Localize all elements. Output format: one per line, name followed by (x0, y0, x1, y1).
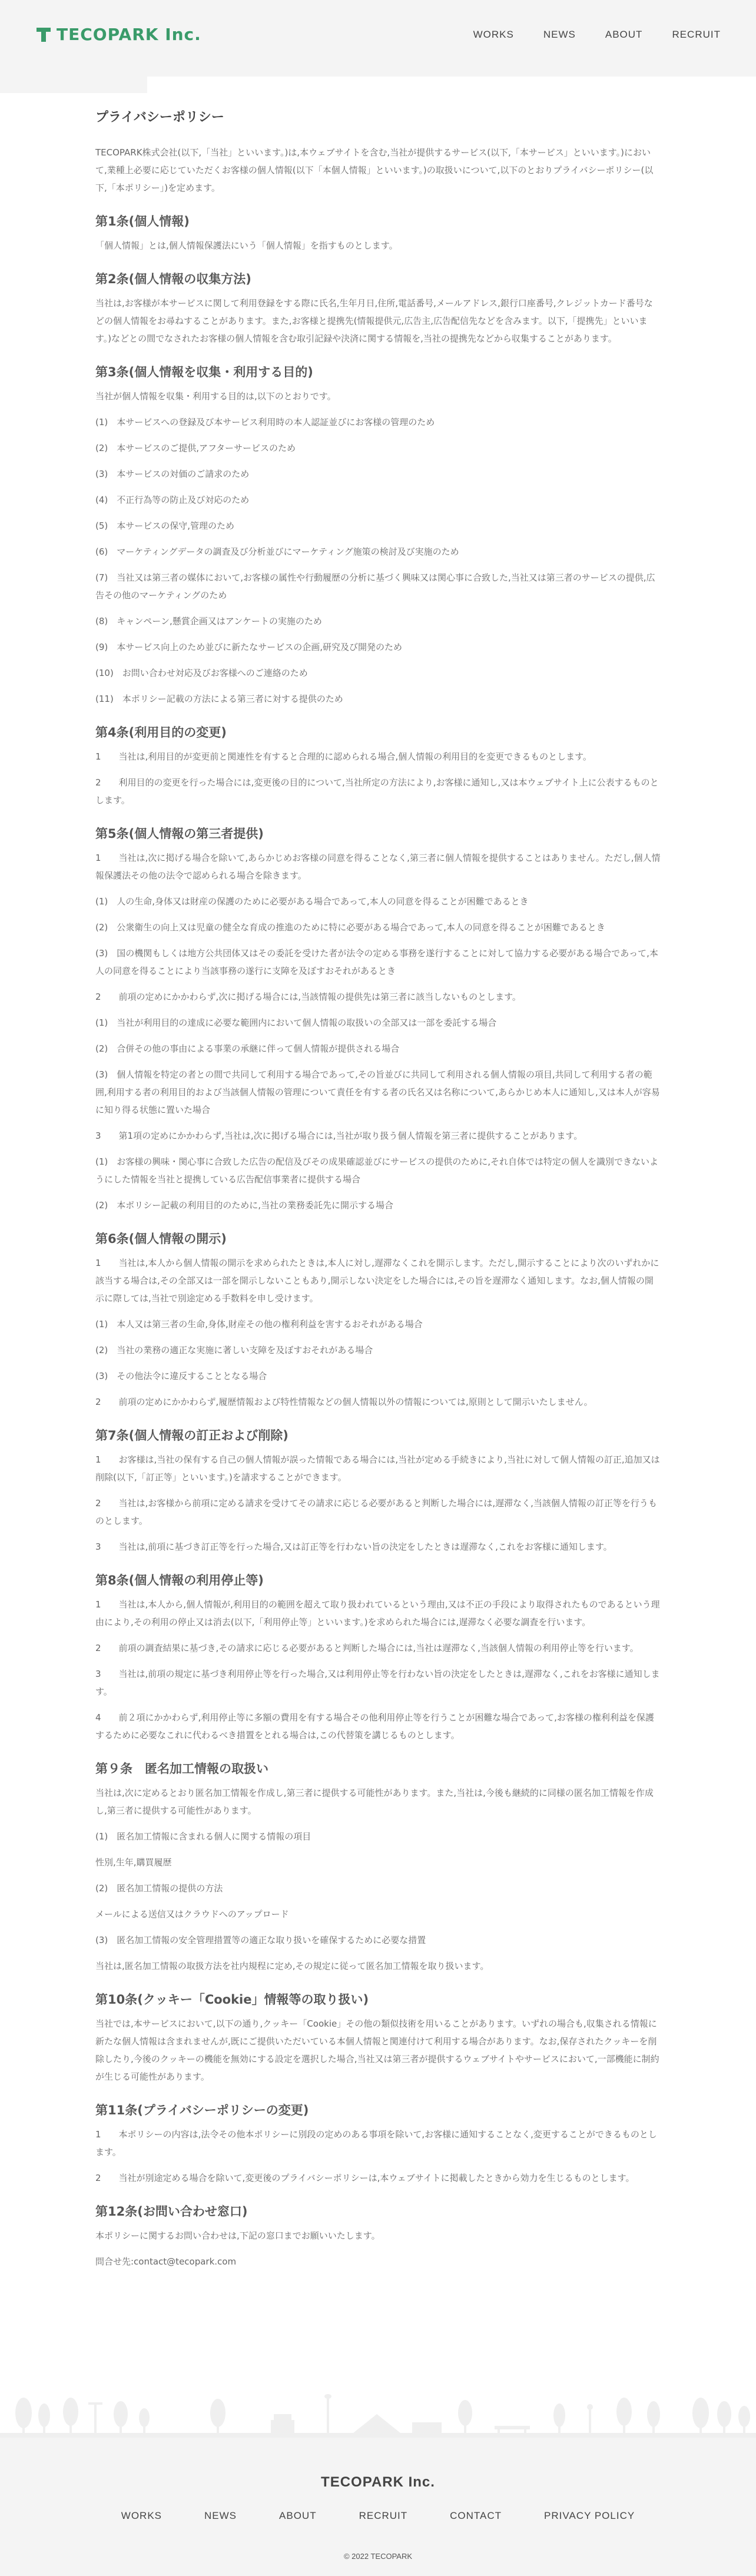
article-item: 当社が個人情報を収集・利用する目的は,以下のとおりです。 (95, 391, 336, 402)
article-item: 1 当社は,利用目的が変更前と関連性を有すると合理的に認められる場合,個人情報の利用目的を変更できるものとします。 (95, 751, 592, 762)
article-item: (1) お客様の興味・関心事に合致した広告の配信及びその成果確認並びにサービスの提供のために,それ自体では特定の個人を識別できないようにした情報を当社と提携している広告配信事業者に提供する場合 (95, 1156, 659, 1185)
article-title: 第4条(利用目的の変更) (95, 725, 227, 740)
article-item: 2 当社が別途定める場合を除いて,変更後のプライバシーポリシーは,本ウェブサイトに掲載したときから効力を生じるものとします。 (95, 2173, 635, 2183)
page-title: プライバシーポリシー (95, 110, 224, 125)
nav-about[interactable]: ABOUT (605, 29, 643, 40)
intro-paragraph: TECOPARK株式会社(以下,「当社」といいます。)は,本ウェブサイトを含む,当社が提供するサービス(以下,「本サービス」といいます。)において,業種上必要に応じていただくお客様の個人情報(以下「本個人情報」といいます。)の取扱いについて,以下のとおりプライバシーポリシー(以下,「本ポリシー」)を定めます。 (95, 147, 654, 193)
article-title: 第1条(個人情報) (95, 214, 190, 228)
article-item: 1 お客様は,当社の保有する自己の個人情報が誤った情報である場合には,当社が定める手続きにより,当社に対して個人情報の訂正,追加又は削除(以下,「訂正等」といいます。)を請求することができます。 (95, 1454, 660, 1483)
article-item: 1 当社は,次に掲げる場合を除いて,あらかじめお客様の同意を得ることなく,第三者に個人情報を提供することはありません。ただし,個人情報保護法その他の法令で認められる場合を除きます。 (95, 853, 661, 881)
article-item: 「個人情報」とは,個人情報保護法にいう「個人情報」を指すものとします。 (95, 240, 398, 251)
footer-nav-privacy-policy[interactable]: PRIVACY POLICY (544, 2510, 635, 2521)
article-title: 第8条(個人情報の利用停止等) (95, 1573, 264, 1587)
article-item: 2 前項の調査結果に基づき,その請求に応じる必要があると判断した場合には,当社は遅滞なく,当該個人情報の利用停止等を行います。 (95, 1643, 639, 1653)
article-item: (1) 匿名加工情報に含まれる個人に関する情報の項目 (95, 1831, 311, 1842)
article-item: 3 当社は,前項に基づき訂正等を行った場合,又は訂正等を行わない旨の決定をしたときは遅滞なく,これをお客様に通知します。 (95, 1541, 612, 1552)
articles-list (95, 211, 661, 2270)
article-title: 第7条(個人情報の訂正および削除) (95, 1428, 289, 1443)
article-item: (2) 公衆衛生の向上又は児童の健全な育成の推進のために特に必要がある場合であって,本人の同意を得ることが困難であるとき (95, 922, 605, 933)
article-title: 第2条(個人情報の収集方法) (95, 272, 251, 286)
article-item: 4 前２項にかかわらず,利用停止等に多額の費用を有する場合その他利用停止等を行うことが困難な場合であって,お客様の権利利益を保護するために必要なこれに代わるべき措置をとれる場合は,この代替策を講じるものとします。 (95, 1712, 654, 1740)
article-item: (1) 当社が利用目的の達成に必要な範囲内において個人情報の取扱いの全部又は一部を委託する場合 (95, 1017, 497, 1028)
site-logo[interactable] (37, 24, 201, 45)
footer-logo[interactable]: TECOPARK Inc. (321, 2474, 435, 2490)
article-item: (4) 不正行為等の防止及び対応のため (95, 495, 250, 505)
article-item: 当社では,本サービスにおいて,以下の通り,クッキー「Cookie」その他の類似技術を用いることがあります。いずれの場合も,収集される情報に新たな個人情報は含まれませんが,既にご提供いただいている本個人情報と関連付けて利用する場合があります。なお,保存されたクッキーを削除したり,今後のクッキーの機能を無効にする設定を選択した場合,当社又は第三者が提供するウェブサイトやサービスにおいて,一部機能に制約が生じる可能性があります。 (95, 2018, 659, 2082)
header-nav (473, 26, 721, 44)
article-item: 1 本ポリシーの内容は,法令その他本ポリシーに別段の定めのある事項を除いて,お客様に通知することなく,変更することができるものとします。 (95, 2129, 657, 2157)
article-item: 性別,生年,購買履歴 (95, 1857, 172, 1868)
footer-nav-recruit[interactable]: RECRUIT (359, 2510, 408, 2521)
footer-nav-works[interactable]: WORKS (121, 2510, 163, 2521)
article-item: 3 当社は,前項の規定に基づき利用停止等を行った場合,又は利用停止等を行わない旨の決定をしたときは,遅滞なく,これをお客様に通知します。 (95, 1669, 660, 1697)
article-item: (3) その他法令に違反することとなる場合 (95, 1371, 267, 1381)
article-title: 第5条(個人情報の第三者提供) (95, 827, 264, 841)
article-title: 第3条(個人情報を収集・利用する目的) (95, 365, 313, 379)
article-item: 本ポリシーに関するお問い合わせは,下記の窓口までお願いいたします。 (95, 2230, 380, 2241)
footer-nav-contact[interactable]: CONTACT (450, 2510, 502, 2521)
article-item: メールによる送信又はクラウドへのアップロード (95, 1909, 289, 1919)
article-item: (1) 人の生命,身体又は財産の保護のために必要がある場合であって,本人の同意を得ることが困難であるとき (95, 896, 529, 907)
article-item: (7) 当社又は第三者の媒体において,お客様の属性や行動履歴の分析に基づく興味又は関心事に合致した,当社又は第三者のサービスの提供,広告その他のマーケティングのため (95, 572, 655, 601)
nav-works[interactable]: WORKS (473, 29, 514, 40)
article-item: 2 当社は,お客様から前項に定める請求を受けてその請求に応じる必要があると判断した場合には,遅滞なく,当該個人情報の訂正等を行うものとします。 (95, 1498, 657, 1526)
article-item: 2 前項の定めにかかわらず,次に掲げる場合には,当該情報の提供先は第三者に該当しないものとします。 (95, 992, 521, 1002)
article-item: (3) 匿名加工情報の安全管理措置等の適正な取り扱いを確保するために必要な措置 (95, 1935, 426, 1945)
site-footer (0, 2438, 756, 2576)
article-item: 1 当社は,本人から,個人情報が,利用目的の範囲を超えて取り扱われているという理由,又は不正の手段により取得されたものであるという理由により,その利用の停止又は消去(以下,「利用停止等」といいます。)を求められた場合には,遅滞なく必要な調査を行います。 (95, 1599, 660, 1627)
nav-news[interactable]: NEWS (543, 29, 576, 40)
article-item: (5) 本サービスの保守,管理のため (95, 520, 235, 531)
article-title: 第12条(お問い合わせ窓口) (95, 2204, 248, 2219)
article-item: (3) 個人情報を特定の者との間で共同して利用する場合であって,その旨並びに共同して利用される個人情報の項目,共同して利用する者の範囲,利用する者の利用目的および当該個人情報の管理について責任を有する者の氏名又は名称について,あらかじめ本人に通知し,又は本人が容易に知り得る状態に置いた場合 (95, 1069, 660, 1115)
article-item: (3) 国の機関もしくは地方公共団体又はその委託を受けた者が法令の定める事務を遂行することに対して協力する必要がある場合であって,本人の同意を得ることにより当該事務の遂行に支障を及ぼすおそれがあるとき (95, 948, 658, 976)
article-item: (1) 本人又は第三者の生命,身体,財産その他の権利利益を害するおそれがある場合 (95, 1319, 423, 1330)
header-accent-strip (0, 77, 147, 93)
article-title: 第９条 匿名加工情報の取扱い (95, 1762, 268, 1776)
article-item: 3 第1項の定めにかかわらず,当社は,次に掲げる場合には,当社が取り扱う個人情報を第三者に提供することがあります。 (95, 1130, 583, 1141)
site-header (0, 0, 756, 77)
privacy-policy-content (95, 106, 661, 2279)
article-title: 第6条(個人情報の開示) (95, 1232, 227, 1246)
article-item: (2) 本ポリシー記載の利用目的のために,当社の業務委託先に開示する場合 (95, 1200, 394, 1211)
article-item: (2) 合併その他の事由による事業の承継に伴って個人情報が提供される場合 (95, 1043, 400, 1054)
article-item: (8) キャンペーン,懸賞企画又はアンケートの実施のため (95, 616, 322, 626)
article-item: (3) 本サービスの対価のご請求のため (95, 469, 250, 479)
article-item: 1 当社は,本人から個人情報の開示を求められたときは,本人に対し,遅滞なくこれを開示します。ただし,開示することにより次のいずれかに該当する場合は,その全部又は一部を開示しないこともあり,開示しない決定をした場合には,その旨を遅滞なく通知します。なお,個人情報の開示に際しては,当社で別途定める手数料を申し受けます。 (95, 1258, 659, 1304)
article-title: 第11条(プライバシーポリシーの変更) (95, 2103, 309, 2117)
article-item: 問合せ先:contact@tecopark.com (95, 2256, 237, 2267)
article-item: (10) お問い合わせ対応及びお客様へのご連絡のため (95, 668, 308, 678)
city-silhouette-illustration (0, 2379, 756, 2438)
article-title: 第10条(クッキー「Cookie」情報等の取り扱い) (95, 1992, 369, 2007)
article-item: 2 利用目的の変更を行った場合には,変更後の目的について,当社所定の方法により,お客様に通知し,又は本ウェブサイト上に公表するものとします。 (95, 777, 659, 805)
article-item: (6) マーケティングデータの調査及び分析並びにマーケティング施策の検討及び実施のため (95, 546, 459, 557)
article-item: 当社は,お客様が本サービスに関して利用登録をする際に氏名,生年月日,住所,電話番号,メールアドレス,銀行口座番号,クレジットカード番号などの個人情報をお尋ねすることがあります。また,お客様と提携先(情報提供元,広告主,広告配信先などを含みます。以下,「提携先」といいます。)などとの間でなされたお客様の個人情報を含む取引記録や決済に関する情報を,当社の提携先などから収集することがあります。 (95, 298, 653, 344)
article-item: (2) 本サービスのご提供,アフターサービスのため (95, 443, 296, 453)
article-item: 当社は,次に定めるとおり匿名加工情報を作成し,第三者に提供する可能性があります。また,当社は,今後も継続的に同様の匿名加工情報を作成し,第三者に提供する可能性があります。 (95, 1788, 654, 1816)
article-item: (11) 本ポリシー記載の方法による第三者に対する提供のため (95, 694, 343, 704)
logo-t-icon (37, 28, 51, 42)
copyright: © 2022 TECOPARK (343, 2552, 413, 2561)
nav-recruit[interactable]: RECRUIT (672, 29, 721, 40)
article-item: (1) 本サービスへの登録及び本サービス利用時の本人認証並びにお客様の管理のため (95, 417, 435, 427)
logo-text: TECOPARK Inc. (57, 25, 201, 44)
article-item: 2 前項の定めにかかわらず,履歴情報および特性情報などの個人情報以外の情報については,原則として開示いたしません。 (95, 1397, 593, 1407)
article-item: (2) 匿名加工情報の提供の方法 (95, 1883, 223, 1894)
article-item: (2) 当社の業務の適正な実施に著しい支障を及ぼすおそれがある場合 (95, 1345, 373, 1355)
footer-nav (0, 2507, 756, 2525)
article-item: (9) 本サービス向上のため並びに新たなサービスの企画,研究及び開発のため (95, 642, 403, 652)
footer-nav-about[interactable]: ABOUT (279, 2510, 317, 2521)
article-item: 当社は,匿名加工情報の取扱方法を社内規程に定め,その規定に従って匿名加工情報を取り扱います。 (95, 1961, 489, 1971)
footer-nav-news[interactable]: NEWS (204, 2510, 237, 2521)
